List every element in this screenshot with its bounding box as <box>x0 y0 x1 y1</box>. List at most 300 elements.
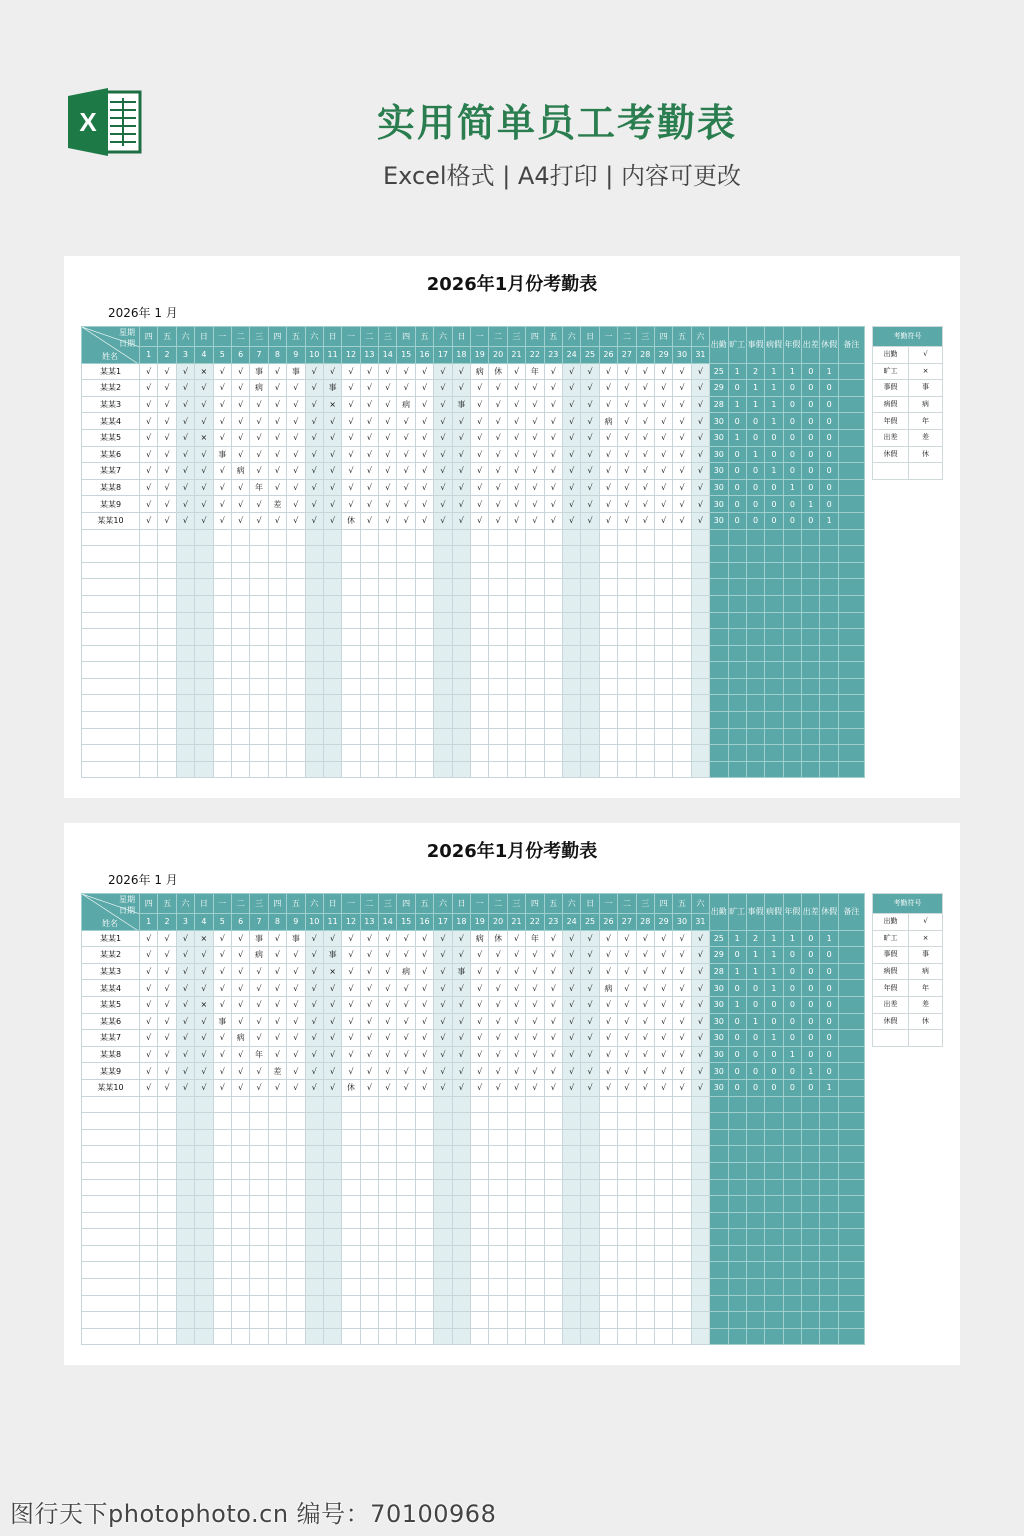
empty-cell <box>636 1096 654 1113</box>
summary-cell: 30 <box>710 512 728 529</box>
attendance-mark: √ <box>323 1046 341 1063</box>
empty-cell <box>599 1312 617 1329</box>
day-header: 9 <box>287 914 305 931</box>
day-header: 23 <box>544 347 562 364</box>
attendance-mark: √ <box>158 396 176 413</box>
empty-cell <box>581 629 599 646</box>
empty-cell <box>452 1229 470 1246</box>
table-row <box>82 512 865 529</box>
attendance-mark: √ <box>397 1013 415 1030</box>
attendance-mark: √ <box>581 446 599 463</box>
empty-cell <box>360 745 378 762</box>
weekday-header: 日 <box>581 327 599 347</box>
empty-summary-cell <box>820 1162 838 1179</box>
attendance-mark: 休 <box>342 1079 360 1096</box>
empty-cell <box>434 562 452 579</box>
attendance-mark: √ <box>526 380 544 397</box>
empty-cell <box>397 1229 415 1246</box>
empty-cell <box>176 678 194 695</box>
empty-cell <box>342 612 360 629</box>
attendance-mark: √ <box>618 1046 636 1063</box>
summary-cell: 1 <box>728 996 746 1013</box>
summary-cell: 0 <box>728 413 746 430</box>
empty-summary-cell <box>765 1113 783 1130</box>
attendance-mark: √ <box>618 446 636 463</box>
empty-cell <box>360 562 378 579</box>
empty-summary-cell <box>802 1212 820 1229</box>
attendance-mark: √ <box>342 380 360 397</box>
empty-cell <box>526 1312 544 1329</box>
attendance-mark: √ <box>231 1079 249 1096</box>
empty-cell <box>397 645 415 662</box>
empty-cell <box>618 1262 636 1279</box>
empty-cell <box>360 1162 378 1179</box>
attendance-mark: √ <box>323 1063 341 1080</box>
empty-cell <box>379 595 397 612</box>
attendance-mark: √ <box>544 996 562 1013</box>
empty-cell <box>397 712 415 729</box>
empty-summary-cell <box>783 1179 801 1196</box>
empty-cell <box>305 1328 323 1345</box>
attendance-mark: √ <box>673 1046 691 1063</box>
empty-cell <box>581 1229 599 1246</box>
empty-summary-cell <box>765 529 783 546</box>
summary-cell <box>838 512 864 529</box>
empty-cell <box>176 1113 194 1130</box>
attendance-mark: √ <box>305 1013 323 1030</box>
attendance-mark: √ <box>176 947 194 964</box>
attendance-mark: √ <box>471 947 489 964</box>
empty-summary-cell <box>728 529 746 546</box>
empty-cell <box>287 529 305 546</box>
empty-cell <box>415 678 433 695</box>
empty-cell <box>654 612 672 629</box>
weekday-header: 五 <box>415 894 433 914</box>
summary-header: 事假 <box>746 894 764 931</box>
empty-summary-cell <box>710 579 728 596</box>
day-header: 15 <box>397 347 415 364</box>
empty-cell <box>250 1312 268 1329</box>
empty-cell <box>342 1096 360 1113</box>
empty-cell <box>305 1096 323 1113</box>
empty-cell <box>489 1295 507 1312</box>
empty-cell <box>158 1295 176 1312</box>
day-header: 19 <box>471 914 489 931</box>
empty-summary-cell <box>802 1129 820 1146</box>
attendance-mark: √ <box>397 363 415 380</box>
empty-summary-cell <box>838 595 864 612</box>
attendance-mark: √ <box>562 413 580 430</box>
attendance-mark: √ <box>323 496 341 513</box>
empty-cell <box>323 612 341 629</box>
empty-cell <box>581 695 599 712</box>
empty-summary-cell <box>802 579 820 596</box>
summary-cell: 29 <box>710 380 728 397</box>
day-header: 20 <box>489 914 507 931</box>
empty-cell <box>213 1196 231 1213</box>
legend-item <box>873 413 943 430</box>
empty-cell <box>673 1096 691 1113</box>
empty-cell <box>82 1245 140 1262</box>
empty-cell <box>673 1328 691 1345</box>
empty-cell <box>673 579 691 596</box>
attendance-mark: √ <box>581 413 599 430</box>
attendance-mark: 病 <box>471 930 489 947</box>
attendance-mark: √ <box>636 413 654 430</box>
empty-cell <box>636 662 654 679</box>
empty-cell <box>360 1179 378 1196</box>
empty-cell <box>360 579 378 596</box>
attendance-mark: √ <box>452 380 470 397</box>
empty-cell <box>452 595 470 612</box>
empty-cell <box>379 1212 397 1229</box>
empty-cell <box>213 629 231 646</box>
attendance-mark: √ <box>673 479 691 496</box>
empty-cell <box>158 761 176 778</box>
empty-summary-cell <box>802 761 820 778</box>
empty-summary-cell <box>802 562 820 579</box>
empty-cell <box>158 728 176 745</box>
summary-cell: 0 <box>783 1063 801 1080</box>
empty-cell <box>526 629 544 646</box>
empty-cell <box>691 1312 709 1329</box>
summary-cell <box>838 1063 864 1080</box>
summary-cell: 0 <box>820 463 838 480</box>
empty-cell <box>434 1196 452 1213</box>
attendance-mark: √ <box>323 479 341 496</box>
summary-header: 年假 <box>783 894 801 931</box>
weekday-header: 日 <box>195 894 213 914</box>
empty-row <box>82 529 865 546</box>
attendance-mark: √ <box>250 413 268 430</box>
attendance-mark: √ <box>379 1063 397 1080</box>
empty-cell <box>231 1262 249 1279</box>
empty-cell <box>158 1229 176 1246</box>
attendance-mark: √ <box>489 980 507 997</box>
empty-summary-cell <box>728 1096 746 1113</box>
empty-cell <box>654 1146 672 1163</box>
empty-cell <box>654 546 672 563</box>
empty-summary-cell <box>710 745 728 762</box>
empty-cell <box>507 1113 525 1130</box>
attendance-mark: √ <box>673 463 691 480</box>
empty-summary-cell <box>710 761 728 778</box>
summary-cell: 0 <box>728 512 746 529</box>
empty-summary-cell <box>838 546 864 563</box>
attendance-table <box>81 326 865 778</box>
empty-cell <box>489 546 507 563</box>
empty-row <box>82 1196 865 1213</box>
empty-cell <box>489 629 507 646</box>
empty-summary-cell <box>838 1146 864 1163</box>
empty-summary-cell <box>802 1328 820 1345</box>
empty-cell <box>489 595 507 612</box>
attendance-mark: √ <box>507 446 525 463</box>
empty-cell <box>507 1146 525 1163</box>
empty-cell <box>323 1146 341 1163</box>
empty-cell <box>581 612 599 629</box>
summary-cell: 30 <box>710 996 728 1013</box>
empty-cell <box>434 1279 452 1296</box>
weekday-header: 五 <box>673 327 691 347</box>
summary-cell: 1 <box>728 363 746 380</box>
attendance-mark: √ <box>691 996 709 1013</box>
empty-cell <box>305 612 323 629</box>
empty-cell <box>507 745 525 762</box>
attendance-mark: √ <box>305 380 323 397</box>
attendance-mark: √ <box>673 996 691 1013</box>
attendance-mark: √ <box>379 463 397 480</box>
empty-cell <box>599 1113 617 1130</box>
empty-cell <box>195 529 213 546</box>
empty-cell <box>176 1279 194 1296</box>
attendance-mark: √ <box>268 980 286 997</box>
empty-cell <box>636 562 654 579</box>
summary-cell: 30 <box>710 1030 728 1047</box>
empty-cell <box>140 612 158 629</box>
empty-cell <box>673 1129 691 1146</box>
summary-cell: 0 <box>802 512 820 529</box>
attendance-mark: √ <box>599 1013 617 1030</box>
attendance-mark: 事 <box>452 396 470 413</box>
empty-summary-cell <box>765 1196 783 1213</box>
empty-cell <box>140 1096 158 1113</box>
empty-cell <box>140 1295 158 1312</box>
empty-cell <box>691 678 709 695</box>
attendance-mark: √ <box>379 980 397 997</box>
attendance-mark: √ <box>489 413 507 430</box>
empty-cell <box>176 1096 194 1113</box>
attendance-mark: √ <box>544 413 562 430</box>
empty-cell <box>397 1245 415 1262</box>
day-header: 29 <box>654 914 672 931</box>
empty-cell <box>250 562 268 579</box>
attendance-mark: √ <box>195 947 213 964</box>
empty-cell <box>195 1162 213 1179</box>
attendance-mark: √ <box>305 413 323 430</box>
empty-cell <box>599 1262 617 1279</box>
empty-cell <box>654 1279 672 1296</box>
empty-cell <box>176 645 194 662</box>
attendance-mark: √ <box>140 496 158 513</box>
empty-cell <box>82 745 140 762</box>
empty-cell <box>82 662 140 679</box>
empty-cell <box>636 1162 654 1179</box>
empty-cell <box>636 629 654 646</box>
attendance-mark: √ <box>305 363 323 380</box>
empty-cell <box>507 562 525 579</box>
empty-cell <box>415 1295 433 1312</box>
day-header: 20 <box>489 347 507 364</box>
summary-cell: 0 <box>765 1063 783 1080</box>
attendance-mark: √ <box>507 512 525 529</box>
empty-summary-cell <box>746 1129 764 1146</box>
empty-cell <box>636 1179 654 1196</box>
empty-cell <box>452 1295 470 1312</box>
attendance-mark: √ <box>379 947 397 964</box>
empty-cell <box>342 1196 360 1213</box>
attendance-mark: √ <box>287 1030 305 1047</box>
empty-summary-cell <box>783 1312 801 1329</box>
empty-summary-cell <box>710 1262 728 1279</box>
legend-symbol: × <box>909 930 943 947</box>
attendance-mark: √ <box>305 446 323 463</box>
empty-cell <box>323 595 341 612</box>
weekday-header: 三 <box>636 327 654 347</box>
empty-cell <box>158 1245 176 1262</box>
attendance-mark: √ <box>231 363 249 380</box>
empty-cell <box>268 1245 286 1262</box>
empty-cell <box>379 1229 397 1246</box>
empty-cell <box>544 1162 562 1179</box>
attendance-mark: √ <box>654 413 672 430</box>
empty-cell <box>287 745 305 762</box>
empty-summary-cell <box>765 662 783 679</box>
empty-summary-cell <box>746 1113 764 1130</box>
empty-summary-cell <box>820 1262 838 1279</box>
summary-header: 旷工 <box>728 327 746 364</box>
empty-summary-cell <box>765 1279 783 1296</box>
summary-cell: 0 <box>820 980 838 997</box>
attendance-mark: √ <box>507 963 525 980</box>
empty-cell <box>691 1212 709 1229</box>
empty-cell <box>673 562 691 579</box>
employee-name: 某某7 <box>82 463 140 480</box>
table-row <box>82 396 865 413</box>
attendance-mark: √ <box>562 496 580 513</box>
empty-summary-cell <box>820 678 838 695</box>
attendance-mark: √ <box>379 496 397 513</box>
summary-cell: 30 <box>710 1063 728 1080</box>
empty-cell <box>599 1245 617 1262</box>
empty-summary-cell <box>728 1162 746 1179</box>
empty-summary-cell <box>746 745 764 762</box>
empty-summary-cell <box>728 1312 746 1329</box>
empty-summary-cell <box>728 595 746 612</box>
empty-cell <box>544 1196 562 1213</box>
empty-cell <box>158 529 176 546</box>
empty-cell <box>452 712 470 729</box>
empty-row <box>82 595 865 612</box>
empty-cell <box>195 1245 213 1262</box>
empty-summary-cell <box>783 1295 801 1312</box>
summary-cell <box>838 496 864 513</box>
day-header: 7 <box>250 347 268 364</box>
day-header: 30 <box>673 347 691 364</box>
attendance-mark: √ <box>213 996 231 1013</box>
day-header: 29 <box>654 347 672 364</box>
attendance-mark: √ <box>231 1063 249 1080</box>
attendance-mark: √ <box>323 429 341 446</box>
empty-cell <box>562 645 580 662</box>
empty-cell <box>268 1096 286 1113</box>
empty-cell <box>268 712 286 729</box>
summary-header: 出勤 <box>710 327 728 364</box>
attendance-mark: √ <box>231 930 249 947</box>
summary-cell: 0 <box>820 446 838 463</box>
empty-cell <box>434 1212 452 1229</box>
empty-cell <box>82 1113 140 1130</box>
empty-summary-cell <box>838 1113 864 1130</box>
empty-cell <box>471 595 489 612</box>
empty-cell <box>562 1212 580 1229</box>
day-header: 27 <box>618 347 636 364</box>
day-header: 19 <box>471 347 489 364</box>
attendance-mark: √ <box>250 396 268 413</box>
empty-cell <box>158 1196 176 1213</box>
attendance-mark: √ <box>158 463 176 480</box>
empty-cell <box>415 745 433 762</box>
empty-cell <box>158 629 176 646</box>
attendance-mark: √ <box>250 463 268 480</box>
empty-cell <box>195 1196 213 1213</box>
empty-cell <box>562 562 580 579</box>
empty-cell <box>471 728 489 745</box>
empty-summary-cell <box>710 1245 728 1262</box>
attendance-mark: √ <box>581 963 599 980</box>
summary-cell: 0 <box>728 947 746 964</box>
empty-cell <box>544 761 562 778</box>
empty-cell <box>507 1179 525 1196</box>
summary-cell: 1 <box>765 363 783 380</box>
empty-cell <box>231 579 249 596</box>
employee-name: 某某9 <box>82 496 140 513</box>
summary-cell <box>838 930 864 947</box>
attendance-mark: √ <box>360 396 378 413</box>
empty-cell <box>82 529 140 546</box>
summary-header: 休假 <box>820 894 838 931</box>
summary-cell: 1 <box>765 380 783 397</box>
weekday-header: 三 <box>379 327 397 347</box>
attendance-mark: √ <box>654 446 672 463</box>
empty-cell <box>360 1262 378 1279</box>
empty-summary-cell <box>838 1196 864 1213</box>
empty-summary-cell <box>802 1179 820 1196</box>
empty-cell <box>176 761 194 778</box>
summary-cell: 0 <box>802 1013 820 1030</box>
empty-cell <box>415 1212 433 1229</box>
empty-cell <box>250 1295 268 1312</box>
attendance-mark: √ <box>544 1030 562 1047</box>
attendance-mark: √ <box>287 980 305 997</box>
empty-cell <box>195 546 213 563</box>
attendance-mark: √ <box>654 930 672 947</box>
attendance-mark: 病 <box>250 380 268 397</box>
empty-cell <box>544 629 562 646</box>
empty-cell <box>397 745 415 762</box>
empty-cell <box>379 1196 397 1213</box>
attendance-mark: √ <box>599 1030 617 1047</box>
empty-cell <box>673 1162 691 1179</box>
empty-cell <box>544 678 562 695</box>
summary-cell: 1 <box>765 947 783 964</box>
attendance-mark: √ <box>544 479 562 496</box>
attendance-mark: √ <box>673 1030 691 1047</box>
empty-summary-cell <box>728 761 746 778</box>
attendance-mark: √ <box>195 396 213 413</box>
day-header: 18 <box>452 347 470 364</box>
attendance-mark: √ <box>379 1030 397 1047</box>
attendance-mark: √ <box>507 1063 525 1080</box>
summary-cell: 0 <box>802 996 820 1013</box>
attendance-mark: √ <box>636 446 654 463</box>
empty-cell <box>581 712 599 729</box>
empty-summary-cell <box>783 612 801 629</box>
empty-summary-cell <box>710 1096 728 1113</box>
empty-cell <box>287 1113 305 1130</box>
empty-cell <box>379 662 397 679</box>
empty-cell <box>213 1328 231 1345</box>
